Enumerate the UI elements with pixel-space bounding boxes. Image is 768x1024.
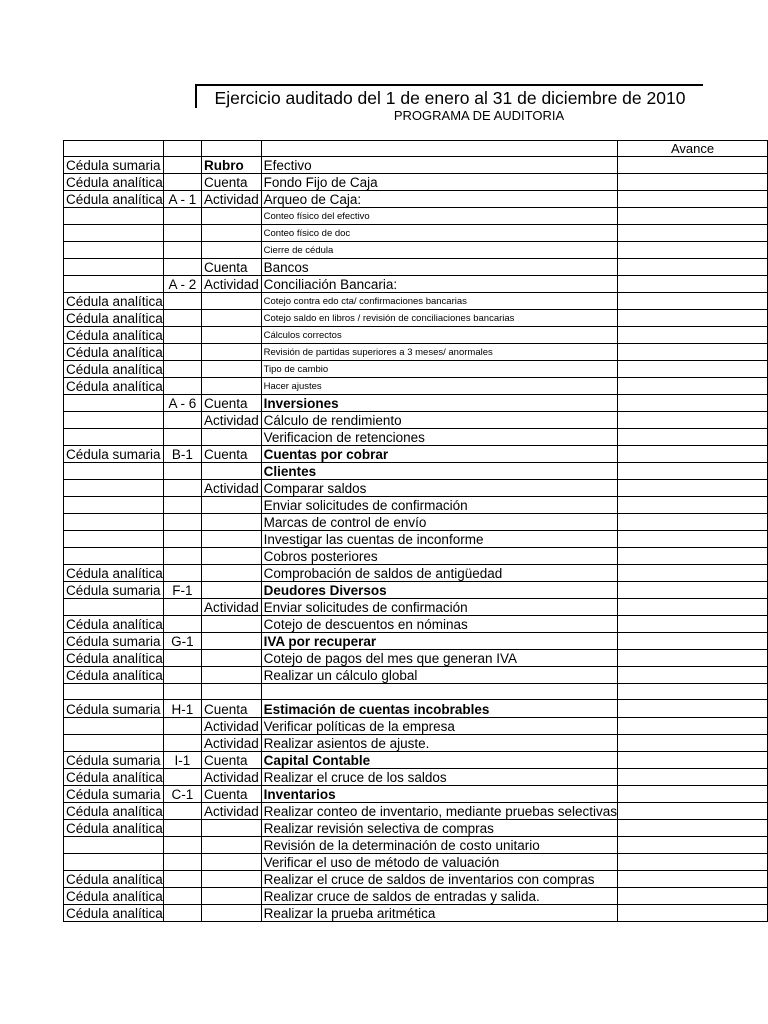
cedula-cell [64,225,164,242]
avance-cell [618,565,768,582]
activity-cell: Arqueo de Caja: [261,191,617,208]
table-row [64,378,768,395]
tipo-cell [201,429,261,446]
tipo-cell [201,310,261,327]
table-row [64,208,768,225]
activity-cell: Realizar asientos de ajuste. [261,735,617,752]
activity-cell: Cotejo contra edo cta/ confirmaciones bancarias [261,293,617,310]
cedula-cell [64,242,164,259]
tipo-cell: Actividad [201,599,261,616]
table-row [64,361,768,378]
ref-cell [163,344,201,361]
avance-cell [618,633,768,650]
table-row [64,803,768,820]
cedula-cell: Cédula analítica [64,871,164,888]
avance-cell [618,446,768,463]
activity-cell: Hacer ajustes [261,378,617,395]
table-row [64,752,768,769]
tipo-cell [201,582,261,599]
tipo-cell: Cuenta [201,259,261,276]
activity-cell: Revisión de la determinación de costo unitario [261,837,617,854]
activity-cell: Cálculos correctos [261,327,617,344]
table-row [64,531,768,548]
cedula-cell [64,718,164,735]
table-row [64,684,768,700]
ref-cell [163,548,201,565]
tipo-cell [201,497,261,514]
activity-cell: Cuentas por cobrar [261,446,617,463]
ref-cell [163,718,201,735]
tipo-cell: Cuenta [201,752,261,769]
ref-cell [163,820,201,837]
table-row [64,327,768,344]
table-row [64,700,768,718]
activity-cell: Inversiones [261,395,617,412]
avance-cell [618,463,768,480]
activity-cell: Enviar solicitudes de confirmación [261,599,617,616]
avance-cell [618,497,768,514]
ref-cell [163,735,201,752]
cedula-cell: Cédula analítica [64,650,164,667]
avance-cell [618,310,768,327]
table-row [64,582,768,599]
table-row [64,259,768,276]
tipo-cell [201,854,261,871]
activity-cell: Tipo de cambio [261,361,617,378]
tipo-cell: Cuenta [201,786,261,803]
table-row [64,633,768,650]
cedula-cell: Cédula analítica [64,344,164,361]
tipo-cell: Actividad [201,718,261,735]
tipo-cell [201,208,261,225]
activity-cell: Realizar el cruce de los saldos [261,769,617,786]
ref-cell: I-1 [163,752,201,769]
table-row [64,344,768,361]
tipo-cell [201,616,261,633]
tipo-cell: Actividad [201,412,261,429]
activity-cell: Revisión de partidas superiores a 3 meses/ anormales [261,344,617,361]
activity-cell: Conciliación Bancaria: [261,276,617,293]
cedula-cell: Cédula analítica [64,888,164,905]
tipo-cell [201,871,261,888]
avance-cell [618,531,768,548]
ref-cell [163,463,201,480]
tipo-cell [201,888,261,905]
avance-cell [618,157,768,174]
table-row [64,174,768,191]
ref-cell: C-1 [163,786,201,803]
ref-cell [163,327,201,344]
avance-cell [618,225,768,242]
cedula-cell: Cédula sumaria [64,157,164,174]
avance-cell [618,735,768,752]
avance-cell [618,174,768,191]
avance-cell [618,378,768,395]
activity-cell: Cobros posteriores [261,548,617,565]
table-row [64,480,768,497]
activity-cell: Conteo físico de doc [261,225,617,242]
avance-cell [618,820,768,837]
activity-cell: Comprobación de saldos de antigüedad [261,565,617,582]
cedula-cell [64,259,164,276]
cedula-cell [64,599,164,616]
cedula-cell: Cédula analítica [64,820,164,837]
activity-cell: Realizar la prueba aritmética [261,905,617,922]
tipo-cell: Cuenta [201,395,261,412]
avance-cell [618,480,768,497]
table-row [64,412,768,429]
avance-cell [618,429,768,446]
table-row [64,293,768,310]
tipo-cell: Cuenta [201,446,261,463]
avance-cell [618,599,768,616]
table-row [64,735,768,752]
tipo-cell [201,667,261,684]
tipo-cell [201,361,261,378]
avance-cell [618,769,768,786]
cedula-cell: Cédula sumaria [64,446,164,463]
ref-cell [163,684,201,700]
table-row [64,565,768,582]
tipo-cell [201,531,261,548]
avance-cell [618,361,768,378]
activity-cell [261,684,617,700]
activity-cell: Capital Contable [261,752,617,769]
avance-cell [618,514,768,531]
ref-cell [163,361,201,378]
table-row [64,191,768,208]
avance-header: Avance [618,141,768,157]
tipo-cell [201,514,261,531]
table-row [64,157,768,174]
activity-cell: Estimación de cuentas incobrables [261,700,617,718]
ref-cell [163,429,201,446]
ref-cell: A - 1 [163,191,201,208]
cedula-cell: Cédula analítica [64,616,164,633]
ref-cell [163,837,201,854]
activity-cell: Cotejo saldo en libros / revisión de conciliaciones bancarias [261,310,617,327]
cedula-cell: Cédula analítica [64,803,164,820]
cedula-cell [64,497,164,514]
cedula-cell: Cédula analítica [64,293,164,310]
cedula-cell: Cédula sumaria [64,786,164,803]
table-row [64,888,768,905]
avance-cell [618,616,768,633]
tipo-cell [201,650,261,667]
ref-cell [163,310,201,327]
activity-cell: Realizar conteo de inventario, mediante pruebas selectivas [261,803,617,820]
cedula-cell: Cédula analítica [64,667,164,684]
table-row [64,225,768,242]
cedula-cell [64,463,164,480]
ref-cell [163,174,201,191]
tipo-cell [201,837,261,854]
activity-cell: Enviar solicitudes de confirmación [261,497,617,514]
page-subtitle: PROGRAMA DE AUDITORIA [393,108,565,123]
ref-cell [163,259,201,276]
cedula-cell: Cédula sumaria [64,700,164,718]
avance-cell [618,582,768,599]
activity-cell: IVA por recuperar [261,633,617,650]
header-cell [261,141,617,157]
activity-cell: Realizar revisión selectiva de compras [261,820,617,837]
cedula-cell [64,684,164,700]
tipo-cell [201,463,261,480]
avance-cell [618,752,768,769]
avance-cell [618,718,768,735]
cedula-cell: Cédula analítica [64,905,164,922]
activity-cell: Verificar el uso de método de valuación [261,854,617,871]
ref-cell: B-1 [163,446,201,463]
table-row [64,548,768,565]
cedula-cell [64,412,164,429]
activity-cell: Realizar el cruce de saldos de inventarios con compras [261,871,617,888]
cedula-cell [64,548,164,565]
avance-cell [618,242,768,259]
table-row [64,837,768,854]
avance-cell [618,905,768,922]
cedula-cell: Cédula sumaria [64,582,164,599]
activity-cell: Inventarios [261,786,617,803]
activity-cell: Cotejo de descuentos en nóminas [261,616,617,633]
ref-cell [163,514,201,531]
header-cell [163,141,201,157]
ref-cell [163,905,201,922]
table-row [64,905,768,922]
tipo-cell [201,327,261,344]
table-row [64,718,768,735]
activity-cell: Clientes [261,463,617,480]
table-row [64,820,768,837]
table-row [64,599,768,616]
ref-cell [163,769,201,786]
ref-cell [163,565,201,582]
avance-cell [618,548,768,565]
activity-cell: Verificar políticas de la empresa [261,718,617,735]
table-row [64,769,768,786]
cedula-cell [64,276,164,293]
avance-cell [618,412,768,429]
cedula-cell [64,735,164,752]
avance-cell [618,208,768,225]
table-row [64,276,768,293]
ref-cell: G-1 [163,633,201,650]
table-row [64,616,768,633]
ref-cell [163,531,201,548]
table-header-row [64,141,768,157]
cedula-cell: Cédula analítica [64,565,164,582]
avance-cell [618,667,768,684]
avance-cell [618,871,768,888]
activity-cell: Conteo físico del efectivo [261,208,617,225]
tipo-cell: Actividad [201,803,261,820]
ref-cell: A - 6 [163,395,201,412]
tipo-cell [201,242,261,259]
avance-cell [618,888,768,905]
cedula-cell [64,514,164,531]
table-row [64,514,768,531]
avance-cell [618,259,768,276]
tipo-cell: Actividad [201,735,261,752]
activity-cell: Realizar cruce de saldos de entradas y salida. [261,888,617,905]
ref-cell [163,225,201,242]
avance-cell [618,684,768,700]
cedula-cell: Cédula analítica [64,378,164,395]
activity-cell: Verificacion de retenciones [261,429,617,446]
ref-cell: F-1 [163,582,201,599]
activity-cell: Cierre de cédula [261,242,617,259]
ref-cell [163,871,201,888]
ref-cell [163,854,201,871]
table-row [64,786,768,803]
table-body [64,141,768,922]
tipo-cell: Cuenta [201,700,261,718]
cedula-cell: Cédula analítica [64,327,164,344]
avance-cell [618,650,768,667]
cedula-cell [64,395,164,412]
cedula-cell: Cédula analítica [64,769,164,786]
tipo-cell: Rubro [201,157,261,174]
ref-cell [163,480,201,497]
table-row [64,429,768,446]
tipo-cell [201,225,261,242]
avance-cell [618,395,768,412]
ref-cell [163,616,201,633]
table-row [64,667,768,684]
table-row [64,871,768,888]
ref-cell [163,803,201,820]
avance-cell [618,327,768,344]
avance-cell [618,276,768,293]
ref-cell [163,599,201,616]
cedula-cell [64,854,164,871]
tipo-cell: Actividad [201,480,261,497]
avance-cell [618,786,768,803]
cedula-cell [64,837,164,854]
avance-cell [618,803,768,820]
ref-cell: H-1 [163,700,201,718]
avance-cell [618,700,768,718]
activity-cell: Cotejo de pagos del mes que generan IVA [261,650,617,667]
header-cell [201,141,261,157]
cedula-cell [64,429,164,446]
table-row [64,310,768,327]
cedula-cell [64,208,164,225]
table-row [64,854,768,871]
avance-cell [618,837,768,854]
tipo-cell [201,293,261,310]
cedula-cell: Cédula analítica [64,310,164,327]
avance-cell [618,344,768,361]
tipo-cell [201,344,261,361]
activity-cell: Fondo Fijo de Caja [261,174,617,191]
ref-cell [163,497,201,514]
cedula-cell: Cédula analítica [64,191,164,208]
cedula-cell [64,531,164,548]
activity-cell: Comparar saldos [261,480,617,497]
activity-cell: Marcas de control de envío [261,514,617,531]
cedula-cell: Cédula analítica [64,361,164,378]
title-box [195,84,703,108]
tipo-cell: Actividad [201,769,261,786]
activity-cell: Realizar un cálculo global [261,667,617,684]
ref-cell [163,888,201,905]
tipo-cell [201,633,261,650]
ref-cell [163,650,201,667]
header-cell [64,141,164,157]
ref-cell [163,208,201,225]
activity-cell: Investigar las cuentas de inconforme [261,531,617,548]
tipo-cell [201,905,261,922]
ref-cell [163,378,201,395]
avance-cell [618,293,768,310]
ref-cell [163,293,201,310]
ref-cell [163,242,201,259]
tipo-cell [201,820,261,837]
tipo-cell: Actividad [201,276,261,293]
ref-cell: A - 2 [163,276,201,293]
audit-program-table [63,140,768,922]
tipo-cell [201,548,261,565]
activity-cell: Bancos [261,259,617,276]
avance-cell [618,191,768,208]
ref-cell [163,667,201,684]
tipo-cell [201,684,261,700]
cedula-cell: Cédula analítica [64,174,164,191]
tipo-cell: Cuenta [201,174,261,191]
tipo-cell [201,378,261,395]
tipo-cell [201,565,261,582]
table-row [64,650,768,667]
ref-cell [163,157,201,174]
table-row [64,242,768,259]
tipo-cell: Actividad [201,191,261,208]
ref-cell [163,412,201,429]
cedula-cell: Cédula sumaria [64,752,164,769]
table-row [64,446,768,463]
cedula-cell: Cédula sumaria [64,633,164,650]
page-title: Ejercicio auditado del 1 de enero al 31 de diciembre de 2010 [214,88,686,108]
activity-cell: Efectivo [261,157,617,174]
avance-cell [618,854,768,871]
cedula-cell [64,480,164,497]
activity-cell: Deudores Diversos [261,582,617,599]
activity-cell: Cálculo de rendimiento [261,412,617,429]
table-row [64,497,768,514]
table-row [64,463,768,480]
table-row [64,395,768,412]
